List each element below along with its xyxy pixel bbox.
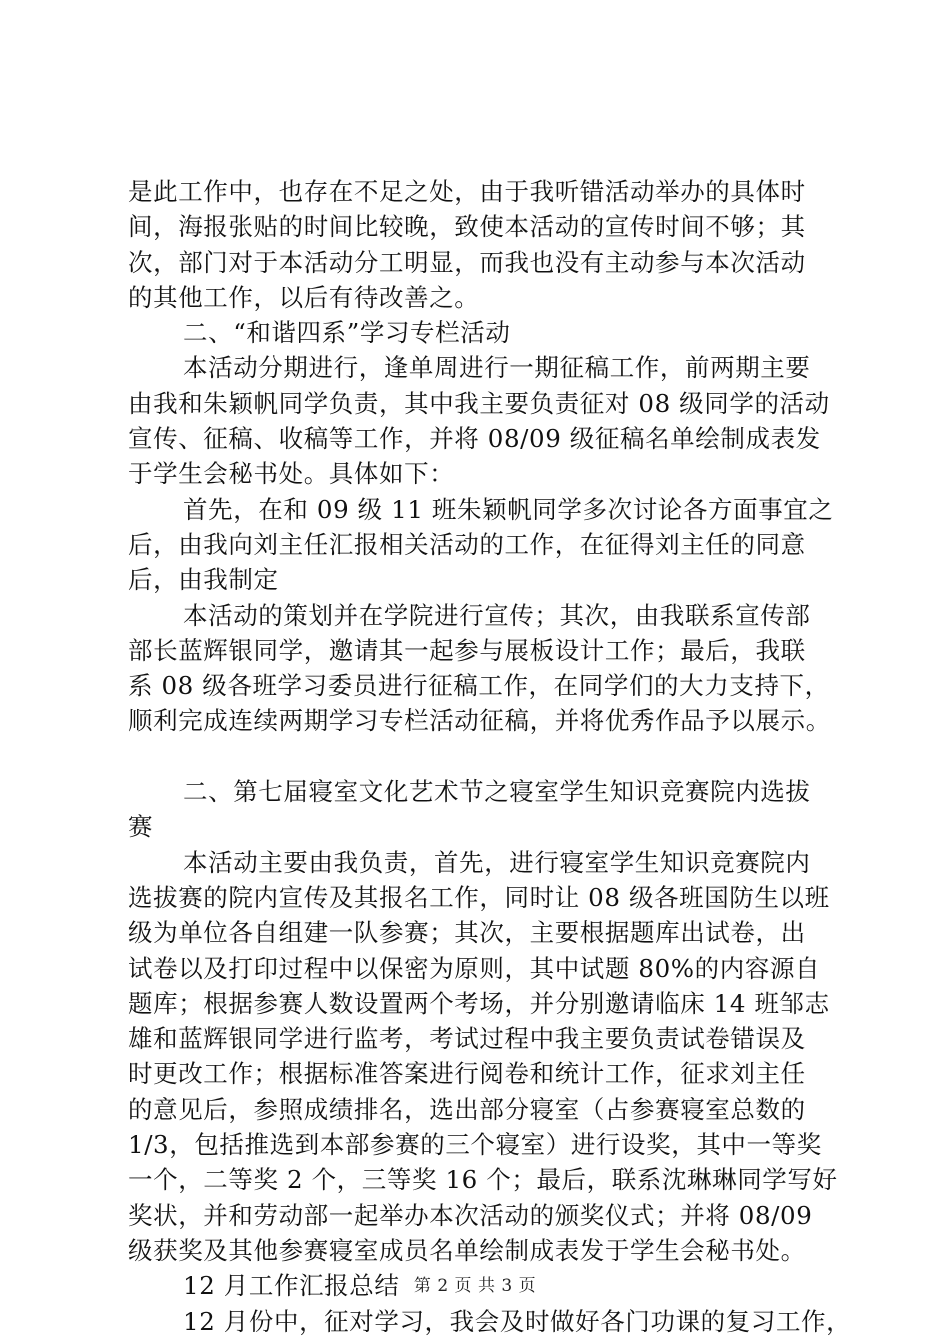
text-line: 于学生会秘书处。具体如下： — [128, 459, 455, 489]
text-line: 二、“和谐四系”学习专栏活动 — [183, 318, 511, 348]
text-line: 次，部门对于本活动分工明显，而我也没有主动参与本次活动 — [128, 247, 806, 277]
text-line: 12 月工作汇报总结 — [183, 1271, 400, 1301]
text-line: 由我和朱颖帆同学负责，其中我主要负责征对 08 级同学的活动 — [128, 388, 830, 418]
text-line: 雄和蓝辉银同学进行监考，考试过程中我主要负责试卷错误及 — [128, 1024, 806, 1054]
text-line: 的其他工作，以后有待改善之。 — [128, 282, 480, 312]
text-line: 部长蓝辉银同学，邀请其一起参与展板设计工作；最后，我联 — [128, 635, 806, 665]
text-line: 后，由我制定 — [128, 565, 279, 595]
text-line: 题库；根据参赛人数设置两个考场，并分别邀请临床 14 班邹志 — [128, 988, 830, 1018]
text-line: 选拔赛的院内宣传及其报名工作，同时让 08 级各班国防生以班 — [128, 882, 830, 912]
text-line: 本活动主要由我负责，首先，进行寝室学生知识竞赛院内 — [183, 847, 811, 877]
text-line: 试卷以及打印过程中以保密为原则，其中试题 80%的内容源自 — [128, 953, 821, 983]
blank-line — [128, 739, 840, 774]
text-line: 系 08 级各班学习委员进行征稿工作，在同学们的大力支持下， — [128, 671, 830, 701]
text-line: 后，由我向刘主任汇报相关活动的工作，在征得刘主任的同意 — [128, 529, 806, 559]
text-line: 二、第七届寝室文化艺术节之寝室学生知识竞赛院内选拔 — [183, 777, 811, 807]
text-line: 是此工作中，也存在不足之处，由于我听错活动举办的具体时 — [128, 177, 806, 206]
text-line: 1/3，包括推选到本部参赛的三个寝室）进行设奖，其中一等奖 — [128, 1130, 822, 1160]
text-line: 12 月份中，征对学习，我会及时做好各门功课的复习工作， — [183, 1306, 852, 1336]
text-line: 奖状，并和劳动部一起举办本次活动的颁奖仪式；并将 08/09 — [128, 1200, 813, 1230]
text-line: 宣传、征稿、收稿等工作，并将 08/09 级征稿名单绘制成表发 — [128, 424, 821, 454]
document-body — [128, 174, 852, 1339]
text-line: 一个，二等奖 2 个，三等奖 16 个；最后，联系沈琳琳同学写好 — [128, 1165, 838, 1195]
text-line: 级为单位各自组建一队参赛；其次，主要根据题库出试卷，出 — [128, 918, 806, 948]
text-line: 间，海报张贴的时间比较晚，致使本活动的宣传时间不够；其 — [128, 212, 806, 242]
text-line: 顺利完成连续两期学习专栏活动征稿，并将优秀作品予以展示。 — [128, 706, 831, 736]
text-line: 时更改工作；根据标准答案进行阅卷和统计工作，征求刘主任 — [128, 1059, 806, 1089]
page-footer: 第 2 页 共 3 页 — [413, 1276, 537, 1296]
text-line: 级获奖及其他参赛寝室成员名单绘制成表发于学生会秘书处。 — [128, 1235, 806, 1265]
text-line: 首先，在和 09 级 11 班朱颖帆同学多次讨论各方面事宜之 — [183, 494, 834, 524]
text-line: 本活动分期进行，逢单周进行一期征稿工作，前两期主要 — [183, 353, 811, 383]
text-line: 本活动的策划并在学院进行宣传；其次，由我联系宣传部 — [183, 600, 811, 630]
text-line: 的意见后，参照成绩排名，选出部分寝室（占参赛寝室总数的 — [128, 1094, 806, 1124]
text-line: 赛 — [128, 812, 154, 842]
